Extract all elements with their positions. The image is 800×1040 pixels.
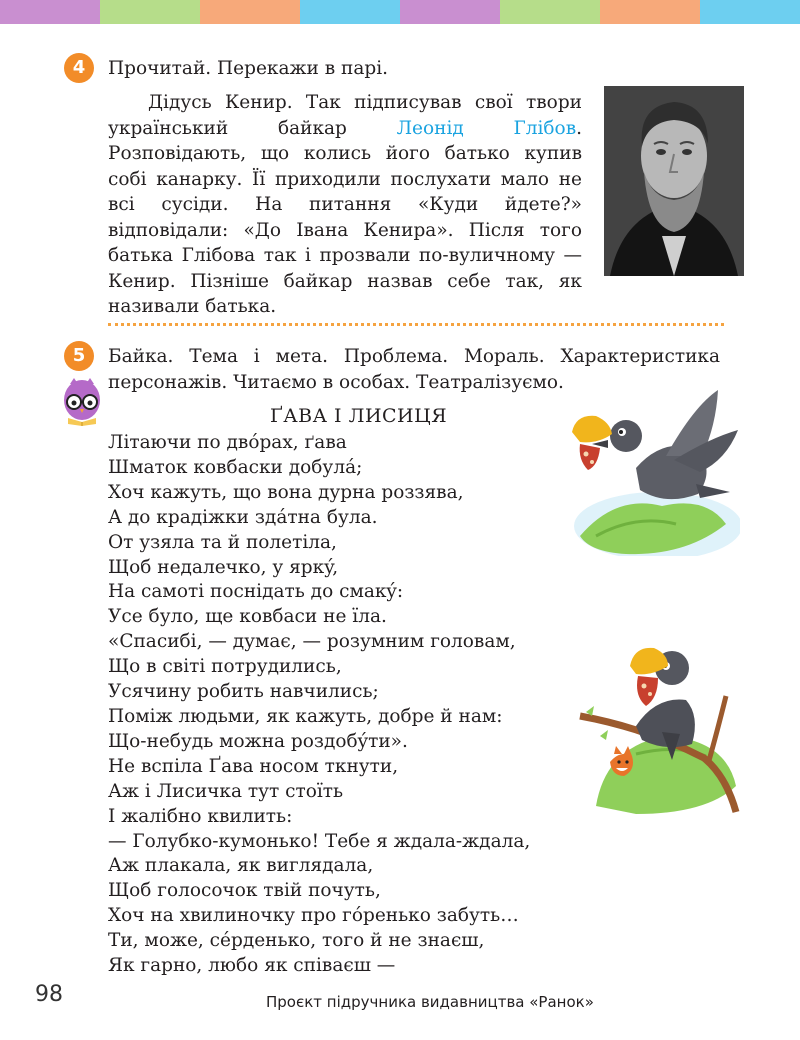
glibov-link[interactable]: Леонід Глібов	[396, 117, 577, 139]
poem-line: «Спасибі, — думає, — розумним головам,	[108, 631, 516, 653]
task-number: 5	[72, 345, 86, 366]
poem-line: Поміж людьми, як кажуть, добре й нам:	[108, 705, 503, 727]
task-4-badge	[64, 53, 94, 83]
poem-line: Як гарно, любо як співаєш —	[108, 955, 396, 977]
poem-line: — Голубко-кумонько! Тебе я ждала-ждала,	[108, 830, 531, 852]
poem-line: Що-небудь можна роздобýти».	[108, 730, 408, 752]
color-segment	[600, 0, 700, 24]
poem-line: На самоті поснідать до смакý:	[108, 581, 404, 603]
task-4-title: Прочитай. Перекажи в парі.	[108, 58, 389, 79]
page-number: 98	[35, 982, 63, 1007]
biography-paragraph	[108, 90, 582, 320]
poem-line: От узяла та й полетіла,	[108, 531, 337, 553]
color-segment	[0, 0, 100, 24]
task-5-badge	[64, 341, 94, 371]
poem-line: Не вспіла Ґава носом ткнути,	[108, 755, 399, 777]
color-segment	[500, 0, 600, 24]
task-5-instructions: Байка. Тема і мета. Проблема. Мораль. Характеристика персонажів. Читаємо в особах. Театралізуємо.	[108, 346, 720, 393]
owl-mascot-icon	[60, 376, 104, 428]
poem-line: Усе було, ще ковбаси не їла.	[108, 606, 387, 628]
poem-line: Хоч кажуть, що вона дурна роззява,	[108, 481, 464, 503]
color-segment	[300, 0, 400, 24]
poem-line: Що в світі потрудились,	[108, 656, 342, 678]
poem-line: І жалібно квилить:	[108, 805, 293, 827]
poem-line: Аж і Лисичка тут стоїть	[108, 780, 344, 802]
poem-line: Літаючи по двóрах, ґава	[108, 432, 347, 453]
poem-body	[108, 431, 578, 979]
para-text-after: . Розповідають, що колись його батько купив собі канарку. Її приходили послухати мало не всі сусіди. На питання «Куди йдете?» відповідали: «До Івана Кенира». Після того батька Глібова так і прозвали по-вуличному — Кенир. Пізніше байкар назвав себе так, як називали батька.	[108, 117, 582, 317]
poem-line: Щоб голосочок твій почуть,	[108, 880, 381, 902]
poem-line: Ти, може, сéрденько, того й не знаєш,	[108, 930, 485, 952]
poem-line: Щоб недалечко, у яркý,	[108, 556, 339, 578]
poem-line: Усячину робить навчились;	[108, 681, 379, 703]
color-segment	[700, 0, 800, 24]
color-segment	[100, 0, 200, 24]
para-text-before: Дідусь Кенир. Так підписував свої твори український байкар	[108, 92, 582, 139]
color-strip	[0, 0, 800, 24]
poem-line: Шматок ковбаски добулá;	[108, 456, 363, 478]
glibov-portrait	[604, 86, 744, 276]
poem-title: ҐАВА І ЛИСИЦЯ	[270, 405, 448, 427]
color-segment	[400, 0, 500, 24]
section-divider	[108, 323, 724, 326]
task-number: 4	[72, 57, 86, 78]
publisher-footer: Проєкт підручника видавництва «Ранок»	[266, 993, 594, 1011]
poem-line: Аж плакала, як виглядала,	[108, 855, 374, 877]
poem-line: А до крадіжки здáтна була.	[108, 506, 378, 528]
crow-and-fox-illustration	[576, 636, 744, 814]
color-segment	[200, 0, 300, 24]
flying-crow-illustration	[566, 386, 740, 556]
poem-line: Хоч на хвилиночку про гóренько забуть…	[108, 905, 519, 927]
